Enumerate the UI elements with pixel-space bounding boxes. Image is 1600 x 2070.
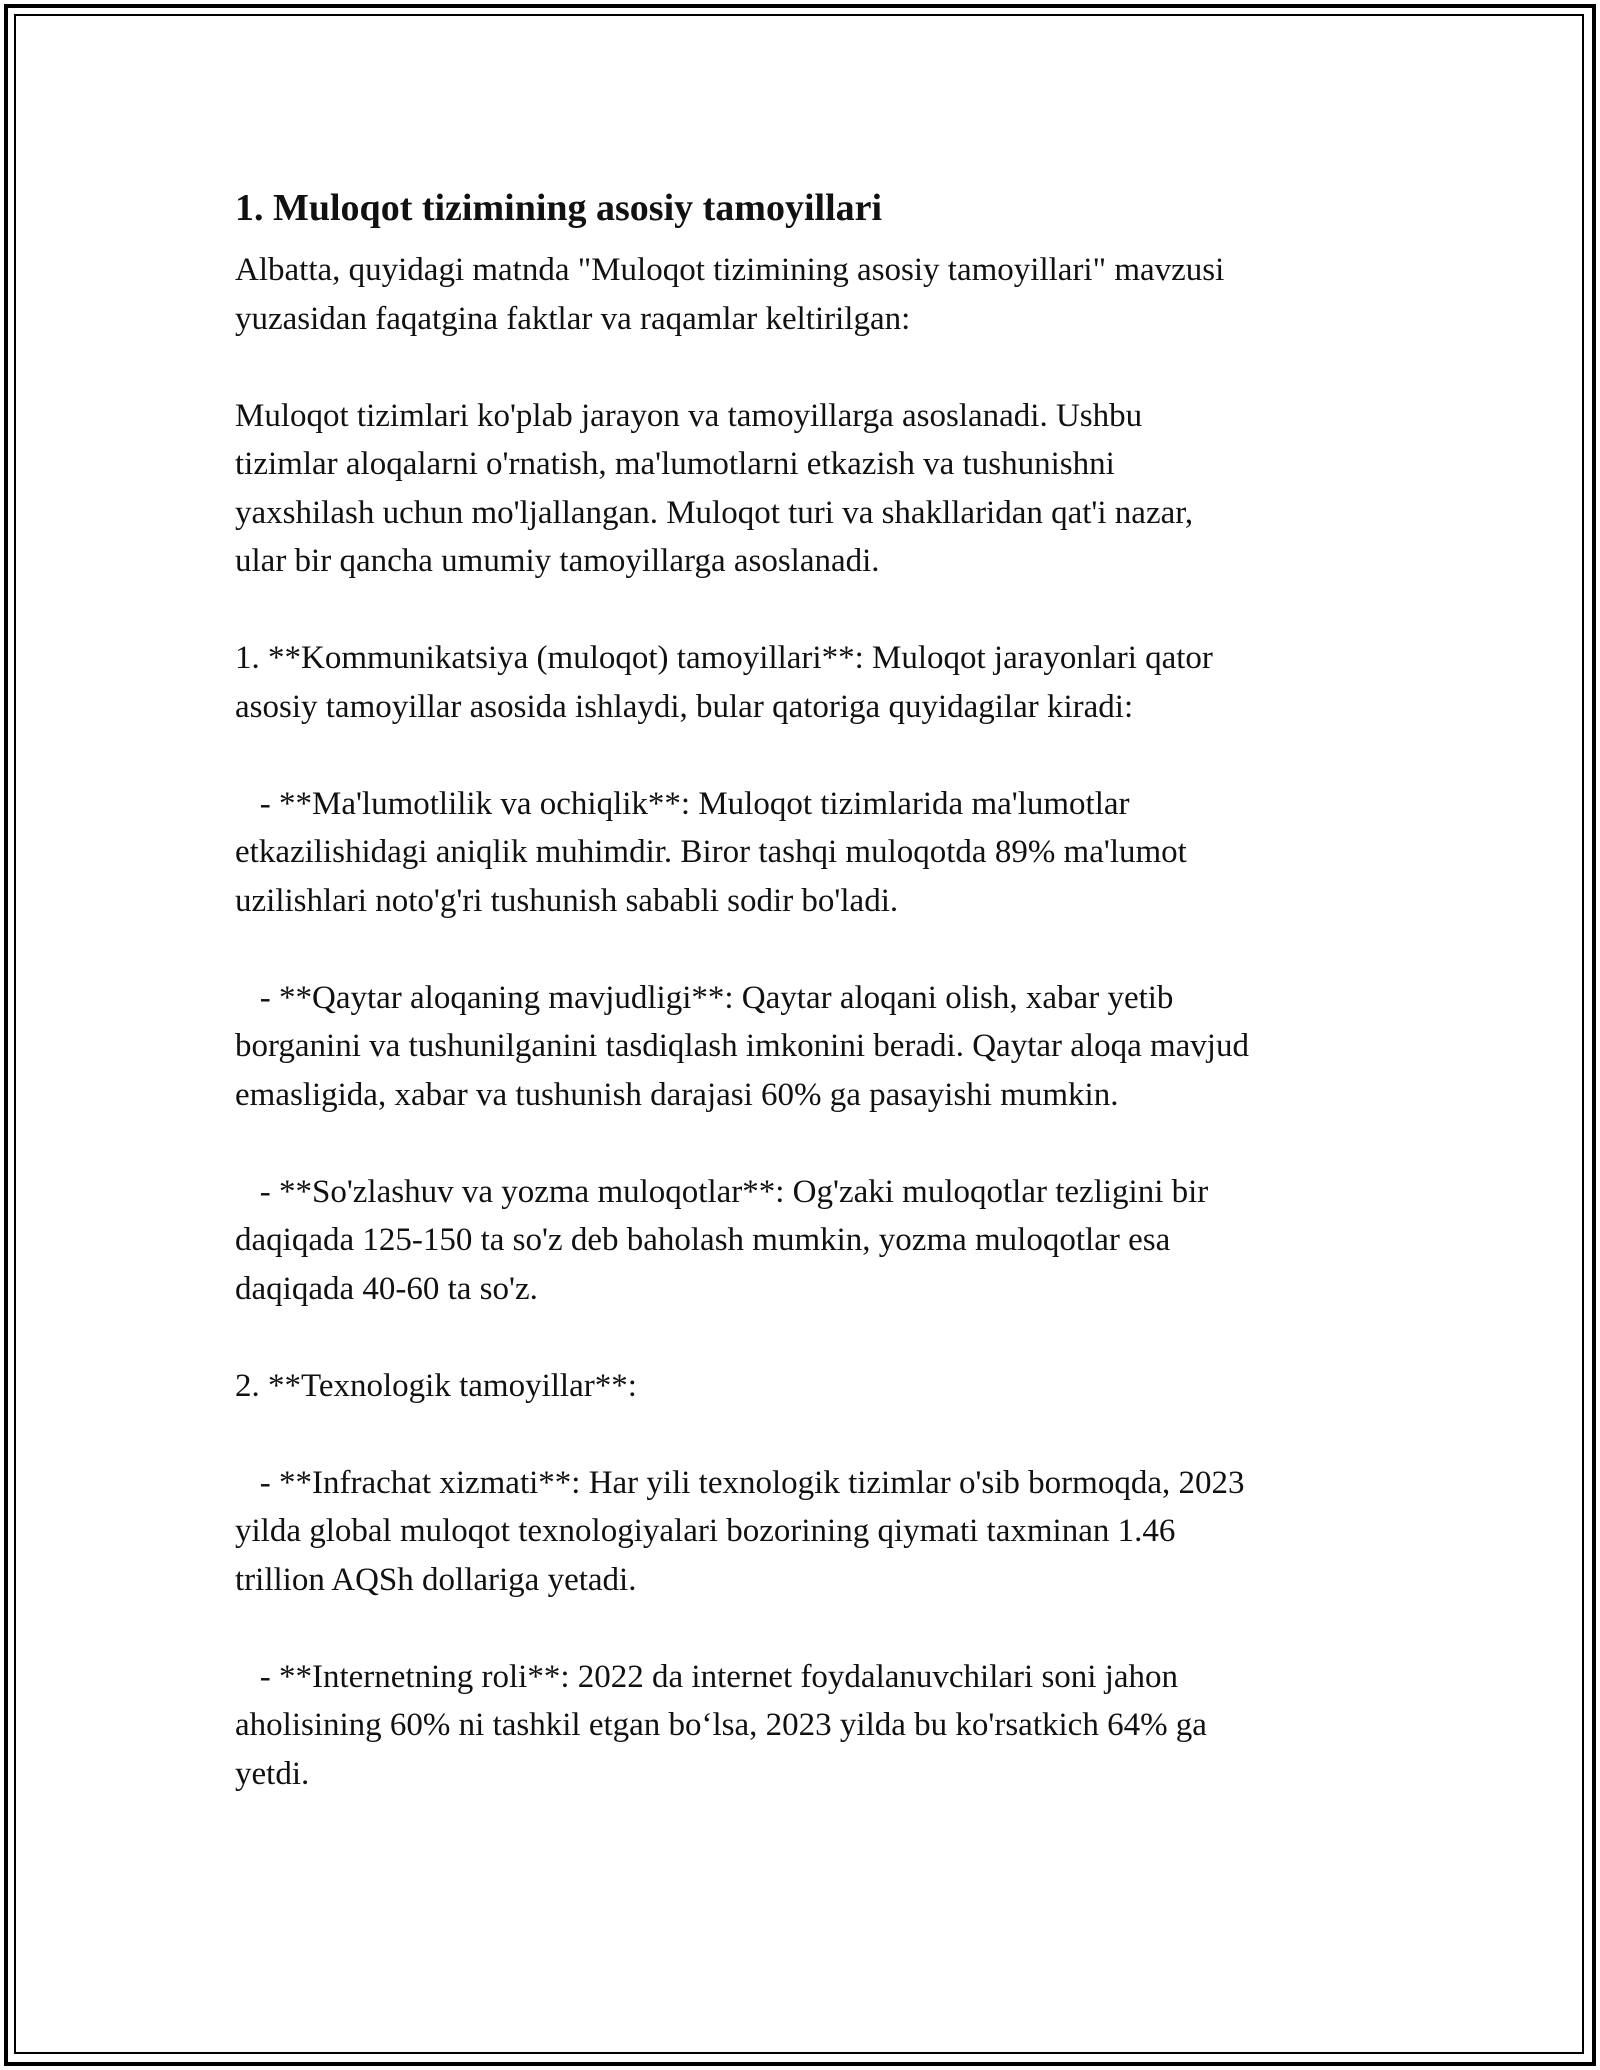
sub-item-internet-role: - **Internetning roli**: 2022 da internet foydalanuvchilari soni jahon aholisining 60% ni tashkil etgan bo‘lsa, 2023 yilda bu ko'rsatkich 64% ga yetdi. (235, 1658, 1207, 1792)
list-item-communication-principles: 1. **Kommunikatsiya (muloqot) tamoyillari**: Muloqot jarayonlari qator asosiy tamoyillar asosida ishlaydi, bular qatoriga quyidagilar kiradi: (235, 640, 1213, 725)
sub-item-infrachat: - **Infrachat xizmati**: Har yili texnologik tizimlar o'sib bormoqda, 2023 yilda global muloqot texnologiyalari bozorining qiymati taxminan 1.46 trillion AQSh dollariga yetadi. (235, 1464, 1245, 1598)
list-item-technological-principles: 2. **Texnologik tamoyillar**: (235, 1367, 637, 1404)
sub-item-feedback: - **Qaytar aloqaning mavjudligi**: Qaytar aloqani olish, xabar yetib borganini va tushunilganini tasdiqlash imkonini beradi. Qaytar aloqa mavjud emasligida, xabar va tushunish darajasi 60% ga pasayishi mumkin. (235, 979, 1249, 1113)
paragraph-intro: Albatta, quyidagi matnda "Muloqot tizimining asosiy tamoyillari" mavzusi yuzasidan faqatgina faktlar va raqamlar keltirilgan: (235, 252, 1225, 337)
sub-item-spoken-written: - **So'zlashuv va yozma muloqotlar**: Og'zaki muloqotlar tezligini bir daqiqada 125-150 ta so'z deb baholash mumkin, yozma muloqotlar esa daqiqada 40-60 ta so'z. (235, 1173, 1209, 1307)
document-body (235, 184, 1375, 1798)
document-title: 1. Muloqot tizimining asosiy tamoyillari (235, 187, 883, 229)
paragraph-overview: Muloqot tizimlari ko'plab jarayon va tamoyillarga asoslanadi. Ushbu tizimlar aloqalarni o'rnatish, ma'lumotlarni etkazish va tushunishni yaxshilash uchun mo'ljallangan. Muloqot turi va shakllaridan qat'i nazar, ular bir qancha umumiy tamoyillarga asoslanadi. (235, 397, 1194, 579)
sub-item-information-openness: - **Ma'lumotlilik va ochiqlik**: Muloqot tizimlarida ma'lumotlar etkazilishidagi aniqlik muhimdir. Biror tashqi muloqotda 89% ma'lumot uzilishlari noto'g'ri tushunish sababli sodir bo'ladi. (235, 785, 1187, 919)
